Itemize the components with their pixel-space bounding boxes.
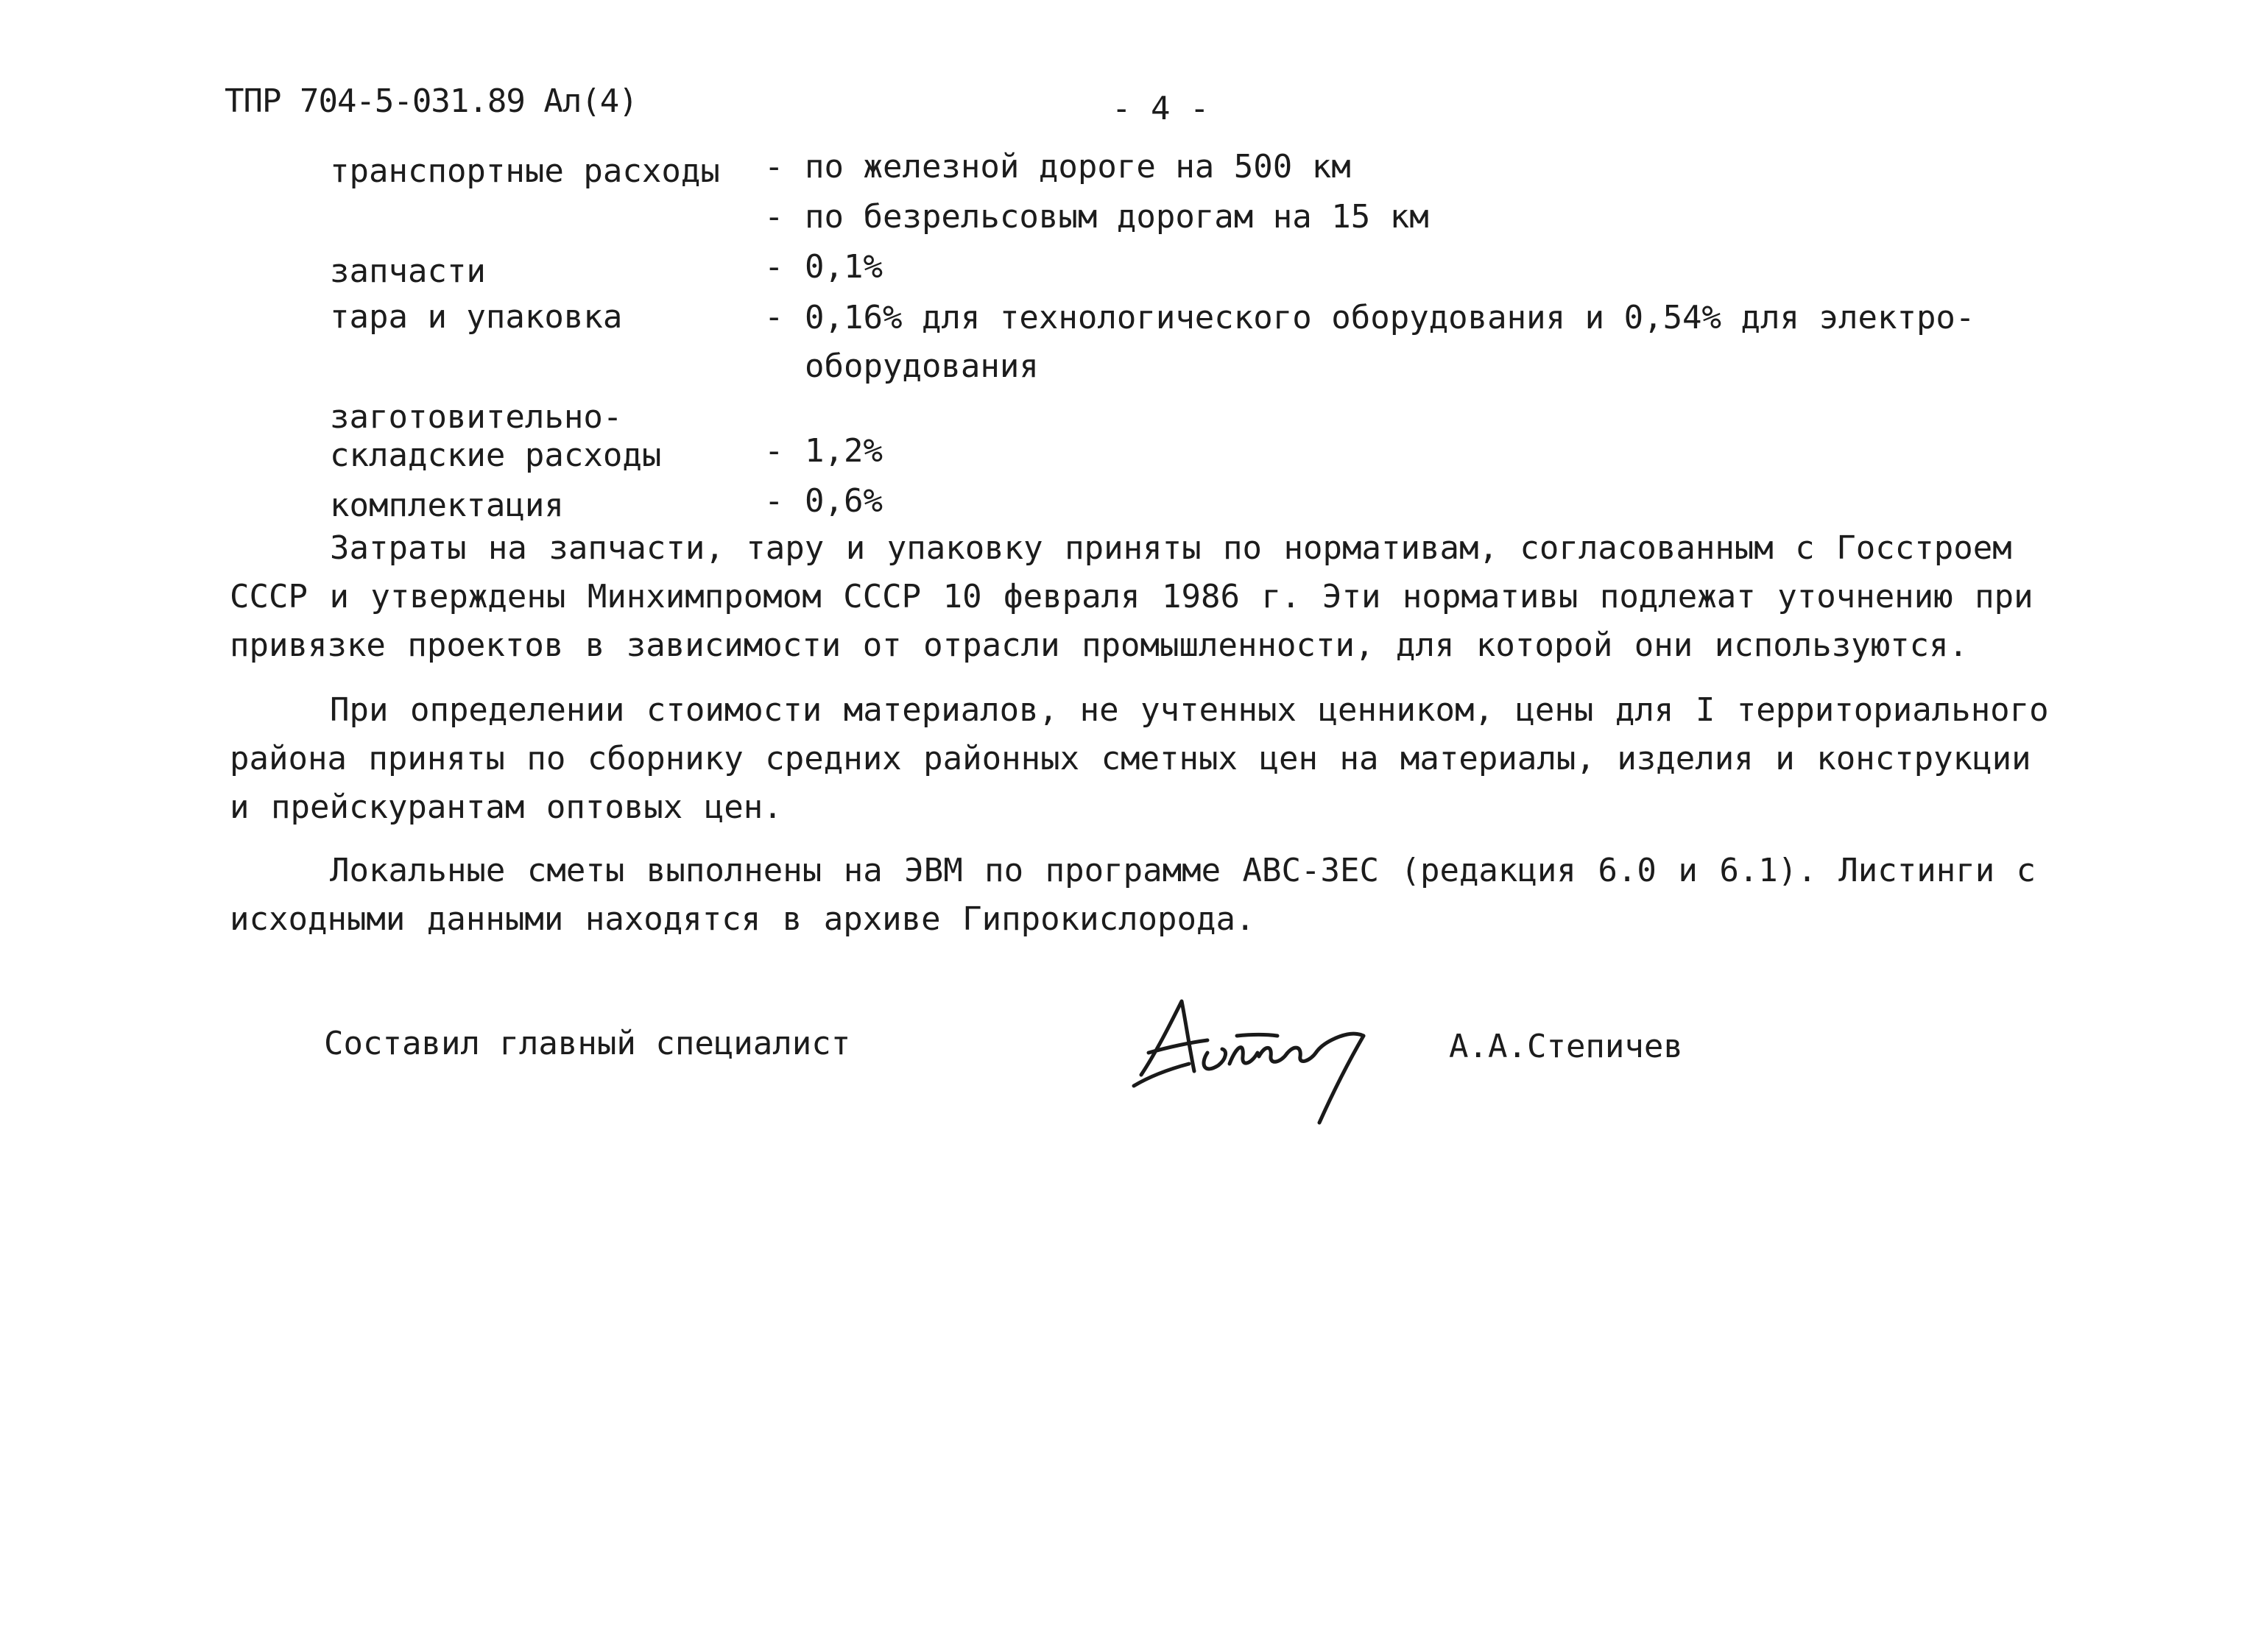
spec-row-procurement xyxy=(330,398,2038,475)
signer-role: Составил главный специалист xyxy=(324,1025,851,1062)
spec-value: 0,1% xyxy=(805,248,883,286)
spec-row-packaging xyxy=(330,294,2038,391)
spec-label: транспортные расходы xyxy=(330,152,720,190)
spec-dash: - xyxy=(764,198,784,236)
spec-label: заготовительно-складские расходы xyxy=(330,398,662,474)
page-number: - 4 - xyxy=(1112,90,1210,127)
spec-dash: - xyxy=(764,432,784,470)
spec-dash: - xyxy=(764,298,784,336)
spec-label: комплектация xyxy=(330,487,564,524)
spec-row-transport-road xyxy=(330,194,2038,241)
signer-name: А.А.Степичев xyxy=(1449,1028,1683,1065)
spec-row-completion xyxy=(330,478,2038,525)
spec-value: по безрельсовым дорогам на 15 км xyxy=(805,198,1429,236)
spec-dash: - xyxy=(764,148,784,186)
spec-value: 1,2% xyxy=(805,432,883,470)
spec-dash: - xyxy=(764,248,784,286)
paragraph-norms: Затраты на запчасти, тару и упаковку приняты по нормативам, согласованным с Госстроем СССР и утверждены Минхимпромом СССР 10 февраля 1986 г. Эти нормативы подлежат уточнению при привязке проектов в зависимости от отрасли промышленности, для которой они используются. xyxy=(230,529,2034,664)
spec-label: запчасти xyxy=(330,253,486,290)
paragraph-material-prices: При определении стоимости материалов, не учтенных ценником, цены для I территориального района приняты по сборнику средних районных сметных цен на материалы, изделия и конструкции и прейскурантам оптовых цен. xyxy=(230,691,2049,826)
cost-spec-list xyxy=(330,144,2038,528)
handwritten-signature xyxy=(1126,983,1414,1130)
spec-value: по железной дороге на 500 км xyxy=(805,148,1351,186)
spec-value: 0,16% для технологического оборудования и 0,54% для электро-оборудования xyxy=(805,299,1975,385)
spec-row-spare-parts xyxy=(330,244,2038,291)
paragraph-local-estimates: Локальные сметы выполнены на ЭВМ по программе АВС-ЗЕС (редакция 6.0 и 6.1). Листинги с исходными данными находятся в архиве Гипрокислорода. xyxy=(230,852,2036,938)
spec-label: тара и упаковка xyxy=(330,298,623,336)
document-code: ТПР 704-5-031.89 Ал(4) xyxy=(225,82,638,120)
spec-dash: - xyxy=(764,482,784,520)
spec-row-transport-rail xyxy=(330,144,2038,191)
spec-value: 0,6% xyxy=(805,482,883,520)
